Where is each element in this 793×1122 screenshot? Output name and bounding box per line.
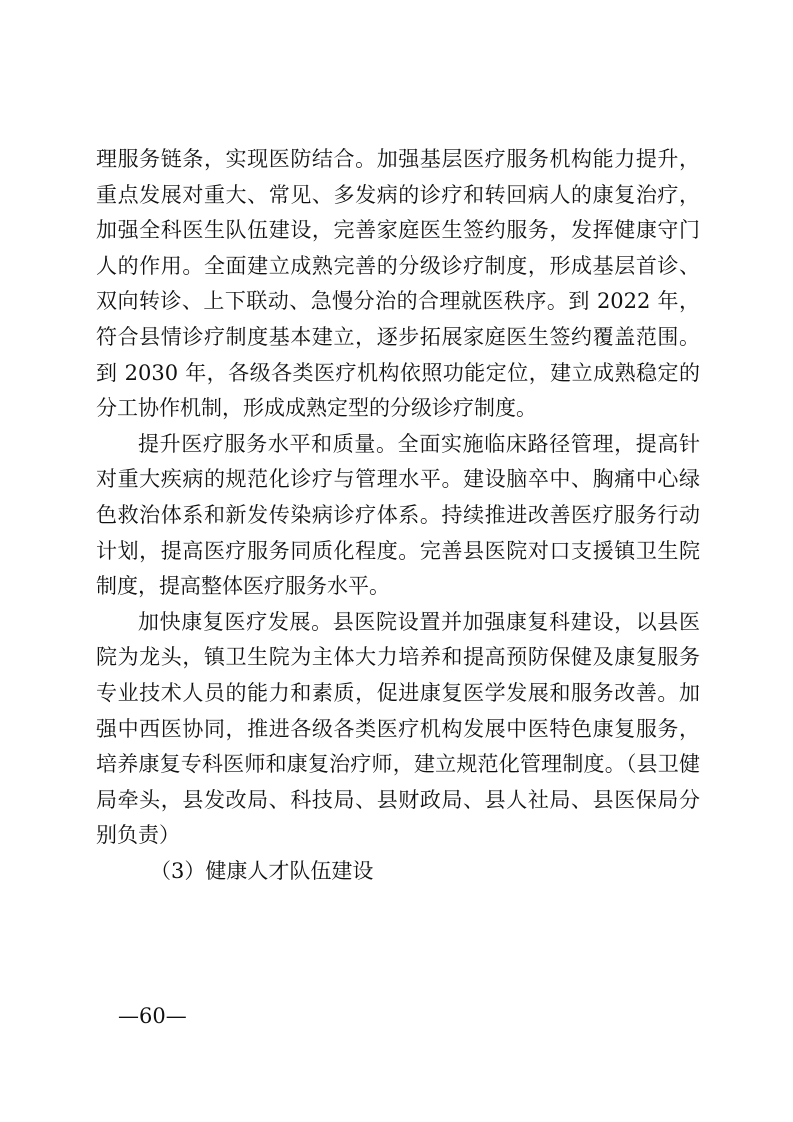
paragraph-continuation: 理服务链条，实现医防结合。加强基层医疗服务机构能力提升，重点发展对重大、常见、多发病的诊疗和转回病人的康复治疗，加强全科医生队伍建设，完善家庭医生签约服务，发挥健康守门人的作用。全面建立成熟完善的分级诊疗制度，形成基层首诊、双向转诊、上下联动、急慢分治的合理就医秩序。到 2022 年，符合县情诊疗制度基本建立，逐步拓展家庭医生签约覆盖范围。到 2030 年，各级各类医疗机构依照功能定位，建立成熟稳定的分工协作机制，形成成熟定型的分级诊疗制度。 — [96, 147, 700, 421]
section-heading: （3）健康人才队伍建设 — [150, 858, 374, 883]
paragraph-medical-service-quality: 提升医疗服务水平和质量。全面实施临床路径管理，提高针对重大疾病的规范化诊疗与管理水平。建设脑卒中、胸痛中心绿色救治体系和新发传染病诊疗体系。持续推进改善医疗服务行动计划，提高医疗服务同质化程度。完善县医院对口支援镇卫生院制度，提高整体医疗服务水平。 — [96, 431, 700, 599]
page-number: —60— — [118, 1004, 187, 1028]
paragraph-rehabilitation: 加快康复医疗发展。县医院设置并加强康复科建设，以县医院为龙头，镇卫生院为主体大力培养和提高预防保健及康复服务专业技术人员的能力和素质，促进康复医学发展和服务改善。加强中西医协同，推进各级各类医疗机构发展中医特色康复服务，培养康复专科医师和康复治疗师，建立规范化管理制度。（县卫健局牵头，县发改局、科技局、县财政局、县人社局、县医保局分别负责） — [96, 609, 700, 848]
document-body — [96, 142, 700, 889]
